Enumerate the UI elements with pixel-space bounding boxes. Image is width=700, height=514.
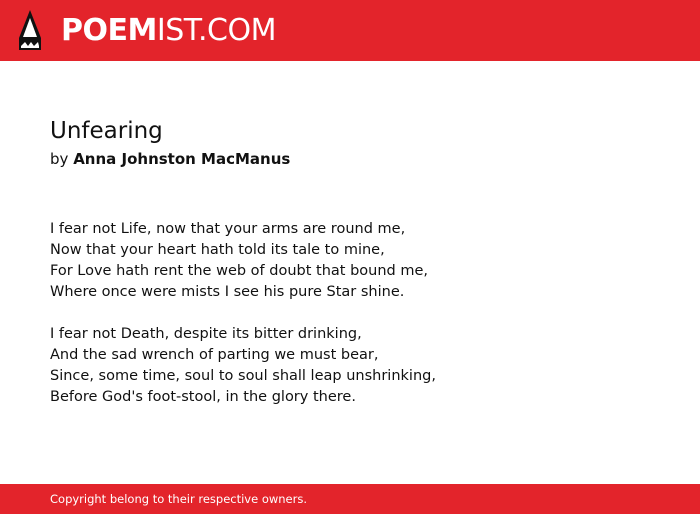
copyright-text: Copyright belong to their respective owners.: [50, 492, 308, 506]
poem-line: I fear not Death, despite its bitter drinking,: [50, 326, 362, 342]
poem-author: Anna Johnston MacManus: [73, 150, 291, 168]
stanza: [50, 219, 436, 303]
poem-line: Where once were mists I see his pure Star shine.: [50, 284, 405, 300]
pencil-icon: [17, 8, 43, 52]
poem-line: Now that your heart hath told its tale to mine,: [50, 242, 385, 258]
site-header: [0, 0, 700, 61]
site-logo[interactable]: [61, 13, 276, 49]
logo-text-light: IST.COM: [156, 13, 276, 48]
poem-title: Unfearing: [50, 118, 163, 144]
poem-line: Before God's foot-stool, in the glory there.: [50, 389, 356, 405]
poem-line: And the sad wrench of parting we must bear,: [50, 347, 379, 363]
poem-byline: [50, 148, 290, 170]
by-label: by: [50, 150, 69, 168]
poem-line: Since, some time, soul to soul shall leap unshrinking,: [50, 368, 436, 384]
poem-line: For Love hath rent the web of doubt that bound me,: [50, 263, 429, 279]
site-footer: [0, 484, 700, 514]
stanza: [50, 324, 436, 408]
poem-body: [50, 219, 436, 429]
poem-line: I fear not Life, now that your arms are round me,: [50, 221, 406, 237]
logo-text-bold: POEM: [61, 13, 157, 48]
